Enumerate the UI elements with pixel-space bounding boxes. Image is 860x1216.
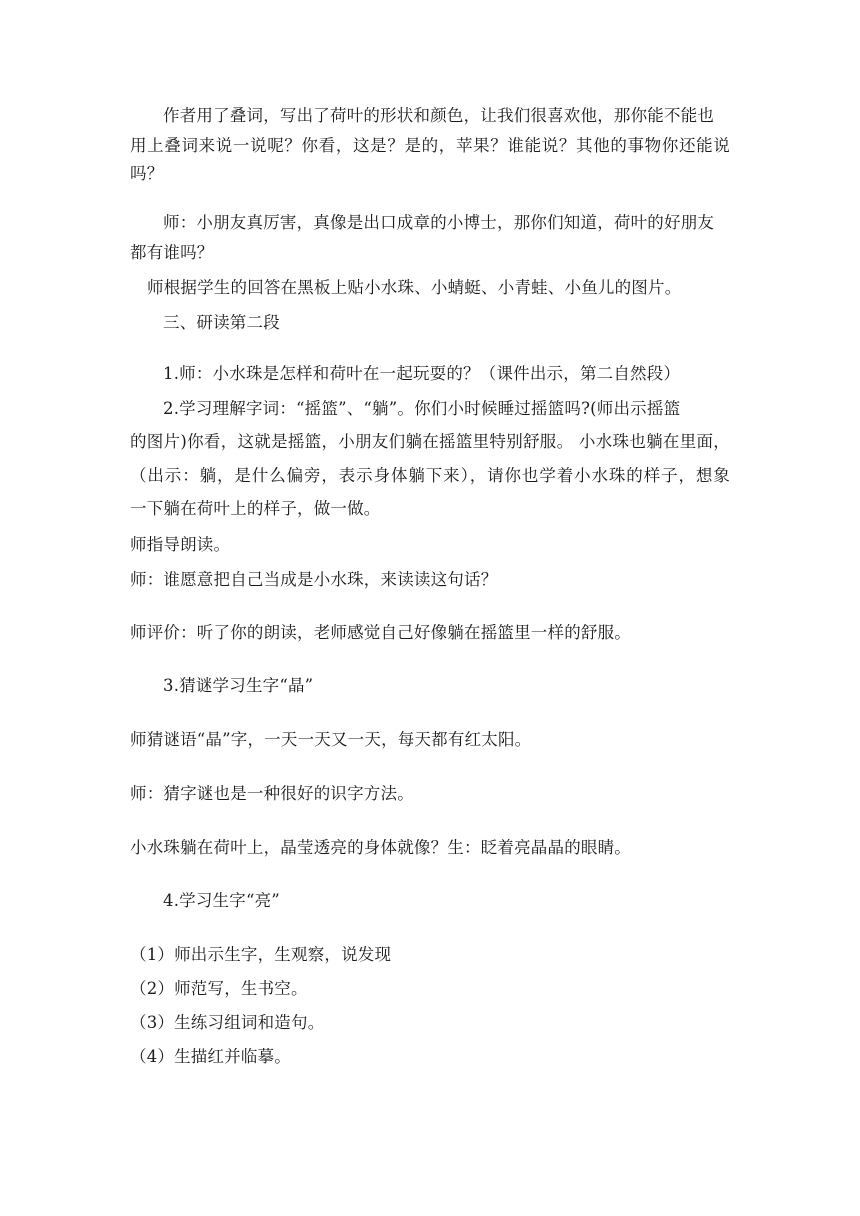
text-line: 吗？ [130, 164, 164, 183]
text-line: 作者用了叠词，写出了荷叶的形状和颜色，让我们很喜欢他，那你能不能也 [163, 106, 715, 125]
text-line: 用上叠词来说一说呢？你看，这是？是的，苹果？谁能说？其他的事物你还能说 [130, 136, 730, 155]
list-item: （3）生练习组词和造句。 [130, 1013, 325, 1032]
text-line: 4.学习生字“亮” [163, 891, 280, 910]
text-line: 师：谁愿意把自己当成是小水珠，来读读这句话？ [130, 570, 498, 589]
section-heading: 三、研读第二段 [163, 313, 280, 332]
text-line: 师猜谜语“晶”字，一天一天又一天，每天都有红太阳。 [130, 730, 532, 749]
text-line: 的图片)你看，这就是摇篮，小朋友们躺在摇篮里特别舒服。 小水珠也躺在里面， [130, 432, 730, 451]
list-item: （1）师出示生字，生观察，说发现 [130, 945, 392, 964]
text-line: 师指导朗读。 [130, 535, 231, 554]
text-line: 3.猜谜学习生字“晶” [163, 676, 314, 695]
text-line: 师评价：听了你的朗读，老师感觉自己好像躺在摇篮里一样的舒服。 [130, 623, 631, 642]
list-item: （2）师范写，生书空。 [130, 979, 308, 998]
text-line: 都有谁吗？ [130, 243, 214, 262]
list-item: （4）生描红并临摹。 [130, 1047, 291, 1066]
text-line: 2.学习理解字词：“摇篮”、“躺”。你们小时候睡过摇篮吗?(师出示摇篮 [163, 399, 681, 418]
text-line: 师根据学生的回答在黑板上贴小水珠、小蜻蜓、小青蛙、小鱼儿的图片。 [147, 278, 682, 297]
text-line: 师：小朋友真厉害，真像是出口成章的小博士，那你们知道，荷叶的好朋友 [163, 213, 715, 232]
text-line: 1.师：小水珠是怎样和荷叶在一起玩耍的？（课件出示，第二自然段） [163, 364, 681, 383]
text-line: 师：猜字谜也是一种很好的识字方法。 [130, 784, 414, 803]
text-line: 一下躺在荷叶上的样子，做一做。 [130, 499, 381, 518]
text-line: 小水珠躺在荷叶上，晶莹透亮的身体就像？生：眨着亮晶晶的眼睛。 [130, 838, 631, 857]
text-line: （出示：躺，是什么偏旁，表示身体躺下来），请你也学着小水珠的样子，想象 [130, 466, 730, 485]
